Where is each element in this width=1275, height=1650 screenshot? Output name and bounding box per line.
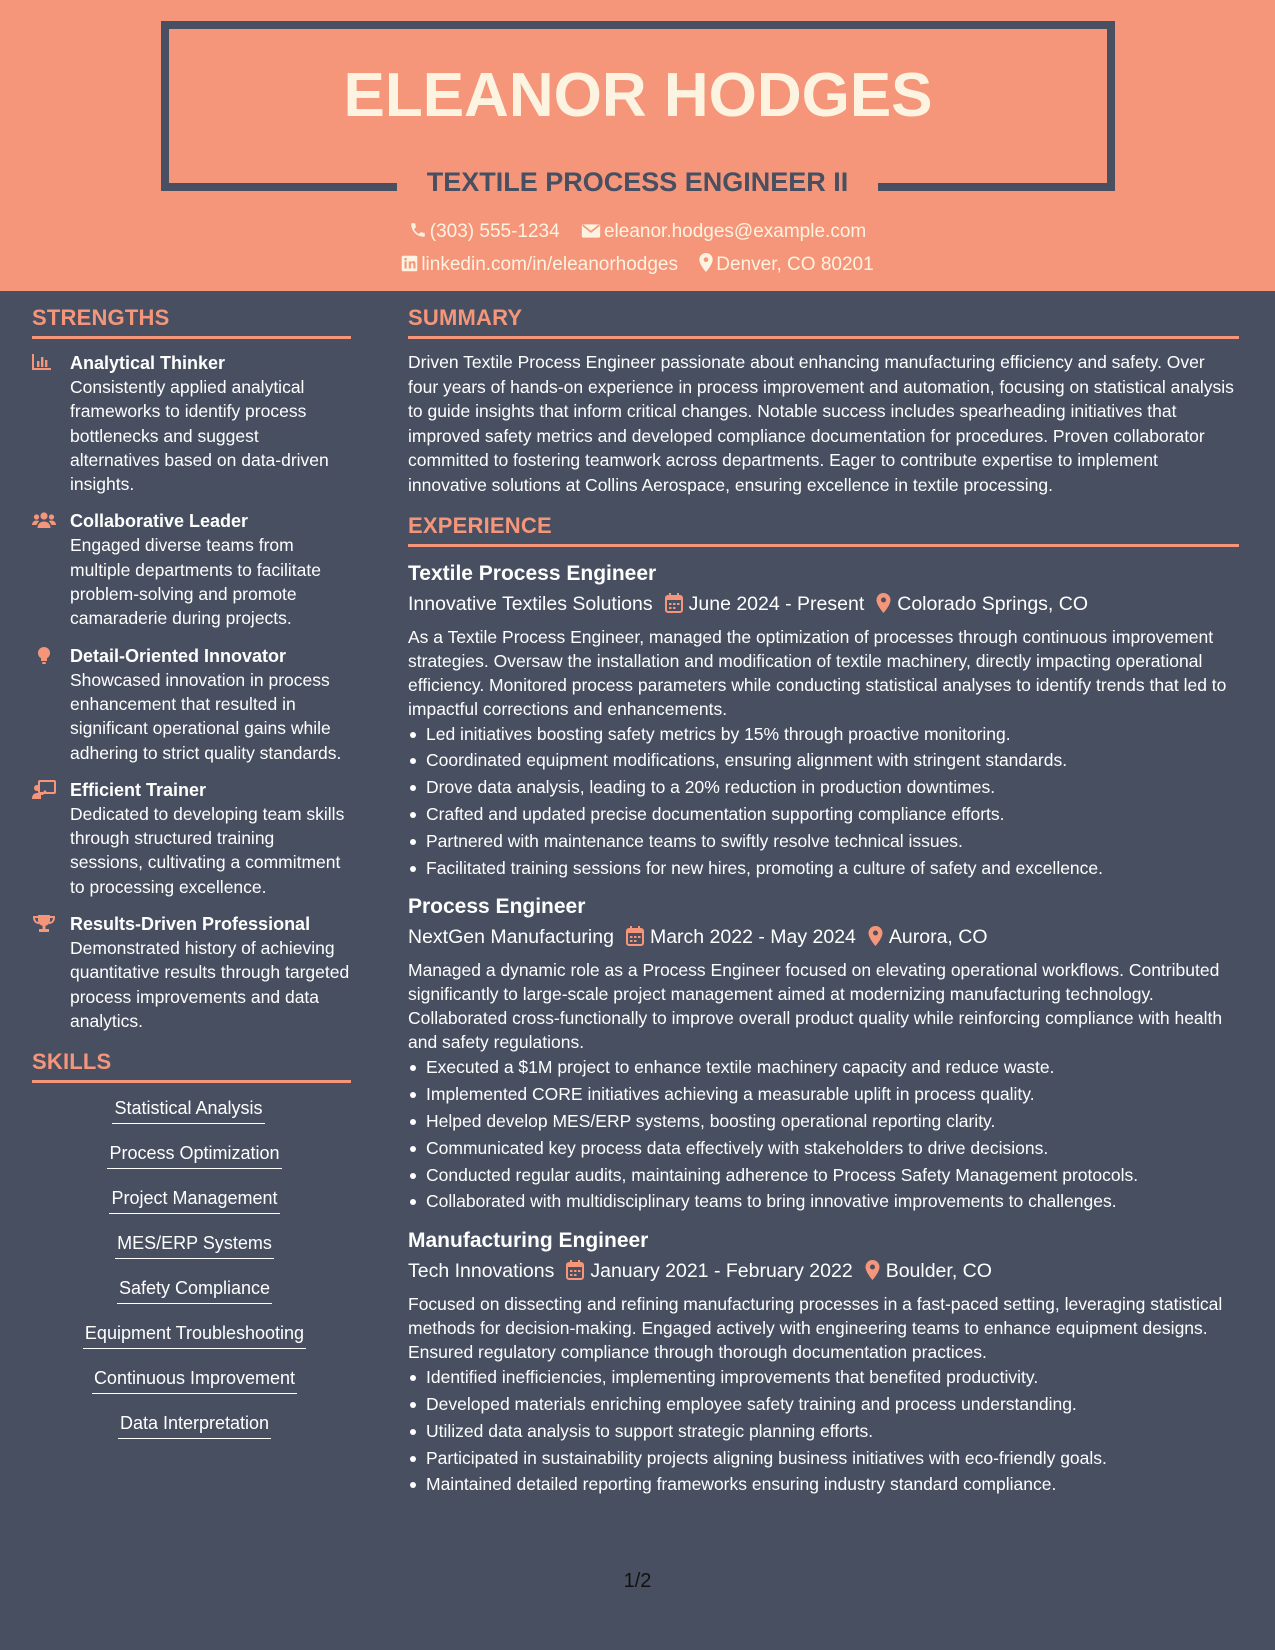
skills-list (32, 1095, 351, 1455)
candidate-name: ELEANOR HODGES (343, 61, 933, 130)
strength-desc: Showcased innovation in process enhancement that resulted in significant operational gains while adhering to strict quality standards. (70, 669, 342, 763)
job-entry (408, 559, 1239, 882)
map-marker-icon (865, 1260, 880, 1288)
list-item: Maintained detailed reporting frameworks ensuring industry standard compliance. (408, 1471, 1239, 1498)
list-item: Participated in sustainability projects aligning business initiatives with eco-friendly goals. (408, 1445, 1239, 1472)
strength-item (32, 351, 351, 496)
job-location: Colorado Springs, CO (897, 592, 1089, 615)
strength-desc: Engaged diverse teams from multiple departments to facilitate problem-solving and promote camaraderie during projects. (70, 535, 321, 629)
map-marker-icon (868, 926, 883, 954)
strength-title: Detail-Oriented Innovator (70, 645, 287, 666)
calendar-icon (566, 1260, 584, 1288)
job-bullets (408, 1054, 1239, 1215)
users-icon (32, 509, 70, 630)
job-title: Manufacturing Engineer (408, 1229, 649, 1253)
experience-heading: EXPERIENCE (408, 513, 1239, 547)
list-item: Led initiatives boosting safety metrics by 15% through proactive monitoring. (408, 721, 1239, 748)
job-location: Aurora, CO (888, 926, 988, 949)
company-name: NextGen Manufacturing (408, 926, 614, 949)
job-dates: June 2024 - Present (688, 592, 865, 615)
job-meta (408, 923, 1239, 954)
list-item: Drove data analysis, leading to a 20% reduction in production downtimes. (408, 774, 1239, 801)
phone-icon (409, 221, 427, 245)
job-dates: March 2022 - May 2024 (649, 926, 856, 949)
linkedin-contact[interactable] (401, 254, 678, 278)
skill-item: Process Optimization (107, 1140, 281, 1169)
resume-header (0, 0, 1275, 291)
job-description: As a Textile Process Engineer, managed the optimization of processes through continuous improvement strategies. Oversaw the installation and modification of textile machinery, directly impacting operational efficiency. Monitored process parameters while conducting statistical analyses to identify trends that led to impactful corrections and enhancements. (408, 626, 1227, 719)
chalkboard-teacher-icon (32, 778, 70, 899)
company-name: Innovative Textiles Solutions (408, 592, 653, 615)
linkedin-icon (401, 255, 418, 278)
lightbulb-icon (32, 644, 70, 765)
skill-item: Data Interpretation (118, 1410, 271, 1439)
job-bullets (408, 1364, 1239, 1498)
summary-text: Driven Textile Process Engineer passionate about enhancing manufacturing efficiency and safety. Over four years of hands-on experience in process improvement and automation, focusing on statistical analysis to guide insights that inform critical changes. Notable success includes spearheading initiatives that improved safety metrics and developed compliance documentation for procedures. Proven collaborator committed to fostering teamwork across departments. Eager to contribute expertise to implement innovative solutions at Collins Aerospace, ensuring excellence in textile processing. (408, 352, 1234, 495)
envelope-icon (581, 223, 601, 245)
list-item: Implemented CORE initiatives achieving a measurable uplift in process quality. (408, 1081, 1239, 1108)
strength-desc: Dedicated to developing team skills through structured training sessions, cultivating a commitment to processing excellence. (70, 803, 345, 897)
job-meta (408, 590, 1239, 621)
list-item: Executed a $1M project to enhance textile machinery capacity and reduce waste. (408, 1054, 1239, 1081)
skill-item: Continuous Improvement (92, 1365, 297, 1394)
location-text: Denver, CO 80201 (716, 254, 874, 275)
list-item: Collaborated with multidisciplinary teams to bring innovative improvements to challenges. (408, 1188, 1239, 1215)
contact-row-1 (0, 221, 1275, 245)
list-item: Partnered with maintenance teams to swiftly resolve technical issues. (408, 828, 1239, 855)
strength-title: Efficient Trainer (70, 779, 207, 800)
location-contact (699, 253, 873, 278)
contact-row-2 (0, 253, 1275, 278)
email-contact[interactable] (581, 221, 866, 245)
job-title: Textile Process Engineer (408, 561, 657, 585)
strength-title: Results-Driven Professional (70, 914, 311, 935)
list-item: Crafted and updated precise documentation supporting compliance efforts. (408, 801, 1239, 828)
skill-item: Safety Compliance (117, 1275, 272, 1304)
list-item: Identified inefficiencies, implementing improvements that benefited productivity. (408, 1364, 1239, 1391)
phone-text: (303) 555-1234 (429, 221, 560, 242)
strengths-heading: STRENGTHS (32, 305, 351, 339)
map-marker-icon (876, 593, 891, 621)
strength-desc: Demonstrated history of achieving quantitative results through targeted process improvements and data analytics. (70, 938, 350, 1031)
strength-title: Collaborative Leader (70, 511, 249, 532)
job-title-headline: TEXTILE PROCESS ENGINEER II (426, 167, 849, 197)
list-item: Conducted regular audits, maintaining adherence to Process Safety Management protocols. (408, 1162, 1239, 1189)
job-description: Managed a dynamic role as a Process Engineer focused on elevating operational workflows. Contributed significantly to large-scale project management aimed at modernizing manufacturing technology. Collaborated cross-functionally to improve overall product quality while reinforcing compliance with health and safety regulations. (408, 960, 1223, 1053)
job-bullets (408, 721, 1239, 882)
list-item: Developed materials enriching employee safety training and process understanding. (408, 1391, 1239, 1418)
job-entry (408, 892, 1239, 1215)
left-column (32, 305, 351, 1455)
strength-item (32, 912, 351, 1033)
right-column (408, 305, 1239, 1509)
map-marker-icon (699, 253, 713, 278)
linkedin-text: linkedin.com/in/eleanorhodges (421, 254, 678, 275)
job-location: Boulder, CO (885, 1260, 992, 1283)
list-item: Coordinated equipment modifications, ensuring alignment with stringent standards. (408, 747, 1239, 774)
strength-item (32, 509, 351, 630)
calendar-icon (665, 593, 683, 621)
skill-item: Equipment Troubleshooting (83, 1320, 306, 1349)
job-entry (408, 1226, 1239, 1498)
page-number: 1/2 (623, 1570, 652, 1592)
strength-desc: Consistently applied analytical frameworks to identify process bottlenecks and suggest alternatives based on data-driven insights. (70, 377, 329, 495)
bar-chart-icon (32, 351, 70, 496)
list-item: Communicated key process data effectively with stakeholders to drive decisions. (408, 1135, 1239, 1162)
skill-item: Statistical Analysis (112, 1095, 264, 1124)
phone-contact[interactable] (409, 221, 560, 245)
skill-item: MES/ERP Systems (115, 1230, 274, 1259)
trophy-icon (32, 912, 70, 1033)
strength-item (32, 778, 351, 899)
job-dates: January 2021 - February 2022 (590, 1260, 853, 1283)
strength-title: Analytical Thinker (70, 353, 226, 373)
skill-item: Project Management (109, 1185, 279, 1214)
strength-item (32, 644, 351, 765)
calendar-icon (626, 926, 644, 954)
summary-heading: SUMMARY (408, 305, 1239, 339)
job-title: Process Engineer (408, 895, 586, 919)
list-item: Facilitated training sessions for new hires, promoting a culture of safety and excellence. (408, 855, 1239, 882)
list-item: Helped develop MES/ERP systems, boosting operational reporting clarity. (408, 1108, 1239, 1135)
job-meta (408, 1257, 1239, 1288)
job-description: Focused on dissecting and refining manufacturing processes in a fast-paced setting, leveraging statistical methods for decision-making. Engaged actively with engineering teams to enhance equipment designs. Ensured regulatory compliance through thorough documentation practices. (408, 1294, 1223, 1363)
company-name: Tech Innovations (408, 1260, 555, 1283)
skills-heading: SKILLS (32, 1049, 351, 1083)
list-item: Utilized data analysis to support strategic planning efforts. (408, 1418, 1239, 1445)
email-text: eleanor.hodges@example.com (603, 221, 867, 242)
